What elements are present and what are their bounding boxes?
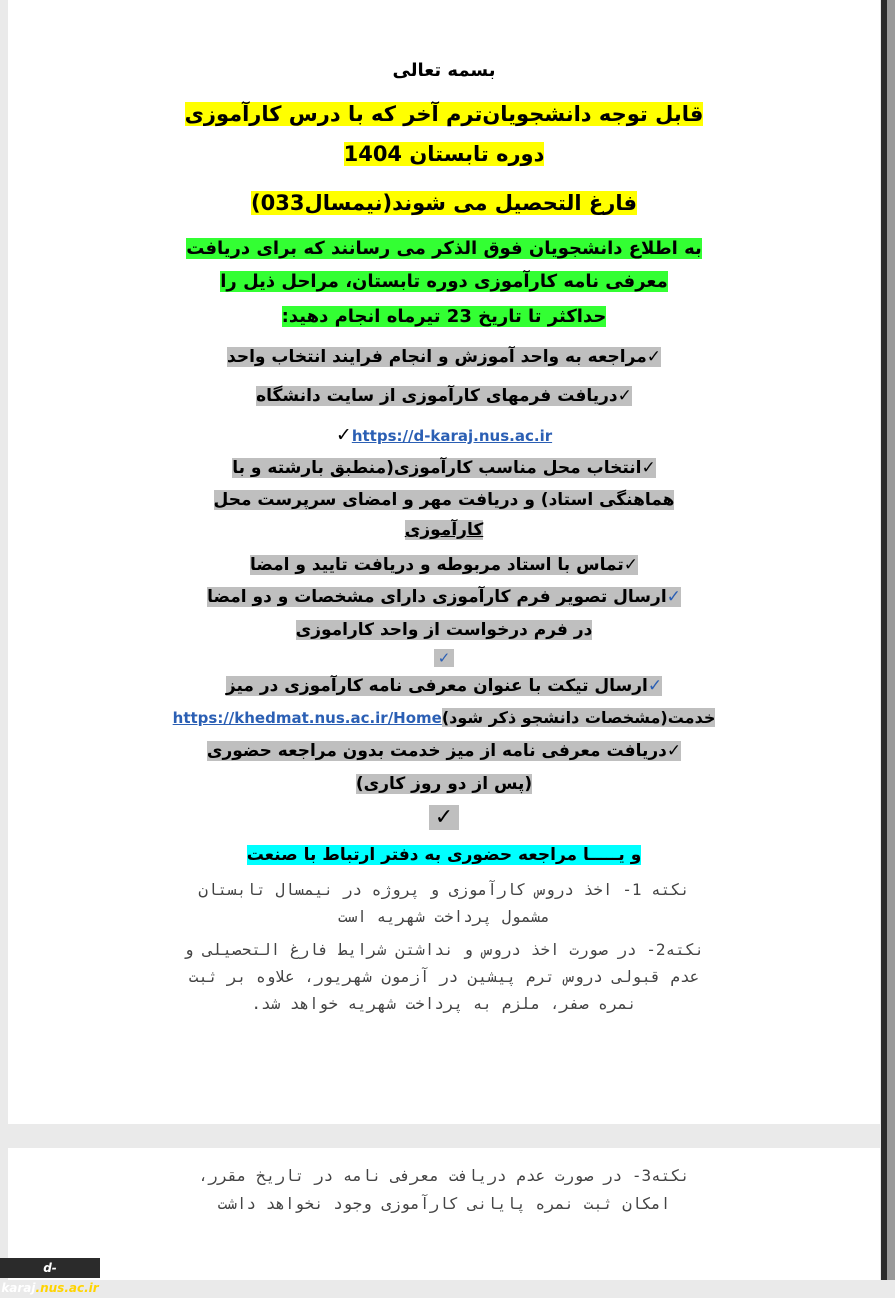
university-site-link[interactable]: https://d-karaj.nus.ac.ir (351, 427, 553, 445)
intro-line-2: معرفی نامه کارآموزی دوره تابستان، مراحل ذیل را (220, 271, 668, 292)
checkmark-icon: ✓ (335, 424, 352, 446)
document-page-2 (8, 1148, 880, 1280)
site-watermark-logo: d-karaj.nus.ac.ir (0, 1258, 100, 1278)
note-1-line-2: مشمول پرداخت شهریه است (338, 907, 550, 926)
scrollbar-thumb[interactable] (887, 0, 895, 1280)
title-line-1: قابل توجه دانشجویان‌ترم آخر که با درس کارآموزی (184, 102, 704, 126)
step-6-line-2: خدمت(مشخصات دانشجو ذکر شود)https://khedmat.nus.ac.ir/Home (172, 708, 716, 727)
service-desk-link[interactable]: https://khedmat.nus.ac.ir/Home (172, 709, 442, 727)
intro-line-3: حداکثر تا تاریخ 23 تیرماه انجام دهید: (281, 306, 607, 327)
title-line-2: دوره تابستان 1404 (343, 142, 545, 166)
step-5-line-2: در فرم درخواست از واحد کاراموزی (295, 620, 593, 640)
step-5-checkbox (8, 649, 880, 667)
note-2-line-2: عدم قبولی دروس ترم پیشین در آزمون شهریور، علاوه بر ثبت (188, 967, 700, 986)
checkmark-icon: ✓ (666, 587, 681, 607)
step-3-line-2: هماهنگی استاد) و دریافت مهر و امضای سرپرست محل (213, 490, 675, 510)
checkmark-icon: ✓ (666, 741, 682, 761)
heading: بسمه تعالی (392, 60, 496, 81)
checkmark-icon: ✓ (429, 805, 459, 830)
checkmark-icon: ✓ (623, 555, 638, 575)
note-3-line-2: امکان ثبت نمره پایانی کارآموزی وجود نخواهد داشت (217, 1194, 671, 1213)
step-2: ✓دریافت فرمهای کارآموزی از سایت دانشگاه (256, 386, 632, 406)
checkmark-icon: ✓ (434, 649, 455, 667)
step-5-line-1: ✓ارسال تصویر فرم کارآموزی دارای مشخصات و دو امضا (207, 587, 681, 607)
checkmark-icon: ✓ (617, 386, 632, 406)
step-3-line-1: ✓انتخاب محل مناسب کارآموزی(منطبق بارشته و با (232, 458, 656, 478)
note-2-line-1: نکته2- در صورت اخذ دروس و نداشتن شرایط فارغ التحصیلی و (183, 940, 705, 959)
step-7-line-1: ✓دریافت معرفی نامه از میز خدمت بدون مراجعه حضوری (206, 741, 682, 761)
step-4: ✓تماس با استاد مربوطه و دریافت تایید و امضا (250, 555, 638, 575)
note-3-line-1: نکته3- در صورت عدم دریافت معرفی نامه در تاریخ مقرر، (198, 1166, 690, 1185)
checkmark-icon: ✓ (641, 458, 656, 478)
note-2-line-3: نمره صفر، ملزم به پرداخت شهریه خواهد شد. (251, 994, 637, 1013)
document-page (8, 0, 880, 1124)
note-1-line-1: نکته 1- اخذ دروس کارآموزی و پروژه در نیمسال تابستان (198, 880, 690, 899)
step-7-line-2: (پس از دو روز کاری) (355, 774, 533, 794)
step-7-checkbox (8, 805, 880, 830)
checkmark-icon: ✓ (647, 676, 663, 696)
title-line-3: فارغ التحصیل می شوند(نیمسال033) (251, 191, 637, 215)
intro-line-1: به اطلاع دانشجویان فوق الذکر می رسانند که برای دریافت (186, 238, 702, 259)
step-2-link-row (8, 424, 880, 446)
checkmark-icon: ✓ (646, 347, 661, 367)
step-1: ✓مراجعه به واحد آموزش و انجام فرایند انتخاب واحد (227, 347, 661, 367)
step-6-line-1: ✓ارسال تیکت با عنوان معرفی نامه کارآموزی در میز (225, 676, 663, 696)
step-8: و یـــــا مراجعه حضوری به دفتر ارتباط با صنعت (246, 845, 642, 865)
step-3-line-3: کارآموزی (404, 520, 484, 540)
scrollbar[interactable] (881, 0, 895, 1280)
